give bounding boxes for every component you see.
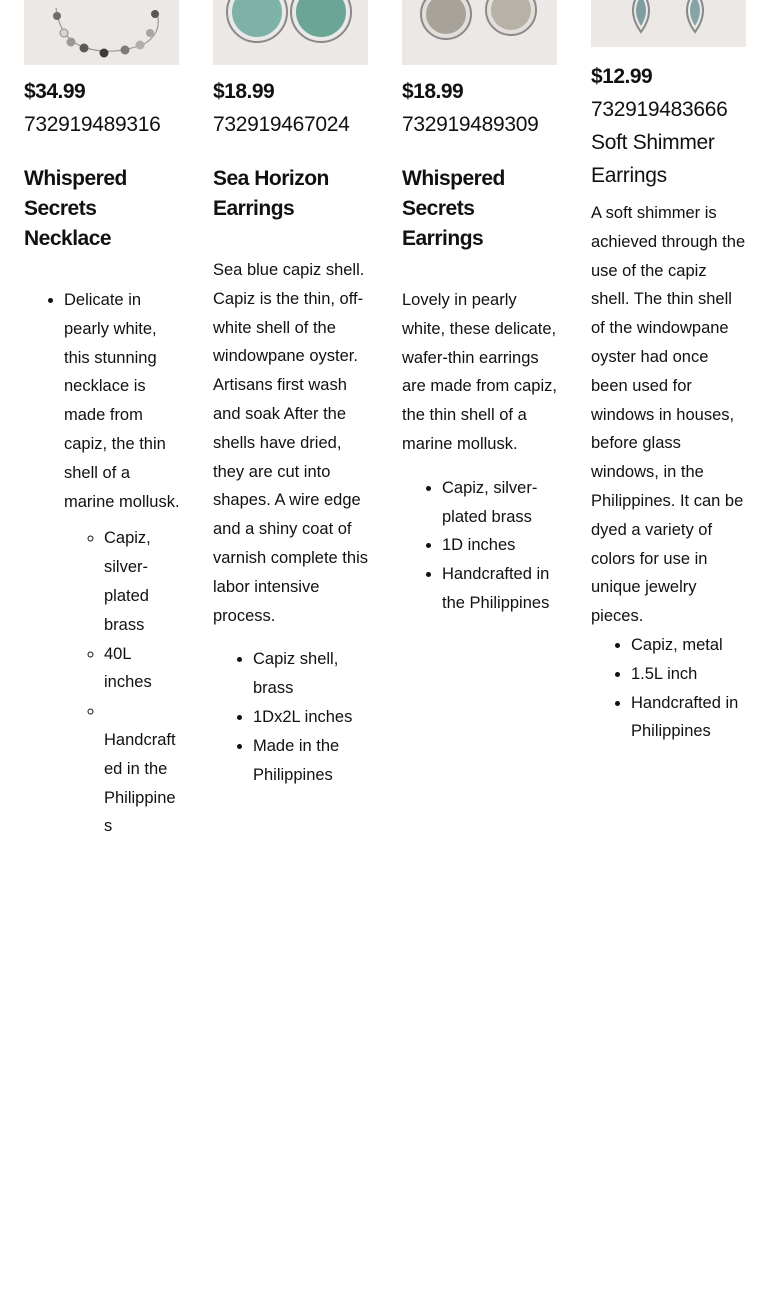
- product-card-whispered-secrets-earrings: [402, 0, 558, 618]
- product-card-soft-shimmer-earrings: [591, 0, 747, 746]
- necklace-image: [24, 0, 179, 65]
- list-item: • Made in the Philippines: [253, 732, 369, 790]
- list-item: • 1.5L inch: [631, 660, 747, 689]
- product-title[interactable]: Whispered Secrets Necklace: [24, 167, 127, 250]
- product-price: $34.99: [24, 80, 86, 103]
- product-image[interactable]: [402, 0, 557, 65]
- earrings-image: [402, 0, 557, 65]
- product-sku: 732919467024: [213, 113, 350, 136]
- earrings-image: [213, 0, 368, 65]
- list-item: ◦ Capiz, silver-plated brass: [104, 524, 180, 639]
- product-description: Lovely in pearly white, these delicate, wafer-thin earrings are made from capiz, the thin shell of a marine mollusk.: [402, 291, 557, 453]
- list-item: [64, 286, 180, 841]
- product-price: $18.99: [213, 80, 275, 103]
- list-item: • 1D inches: [442, 531, 558, 560]
- product-specs-list: [64, 524, 180, 841]
- product-title[interactable]: Soft Shimmer Earrings: [591, 131, 715, 187]
- product-specs-list: [591, 631, 747, 746]
- product-title[interactable]: Whispered Secrets Earrings: [402, 167, 505, 250]
- list-item: • Capiz, metal: [631, 631, 747, 660]
- list-item-text: Handcrafted in the Philippines: [104, 730, 176, 836]
- product-description: A soft shimmer is achieved through the use of the capiz shell. The thin shell of the windowpane oyster had once been used for windows in houses, before glass windows, in the Philippines. It can be dyed a variety of colors for use in unique jewelry pieces.: [591, 204, 746, 626]
- product-price: $12.99: [591, 65, 653, 88]
- earrings-image: [591, 0, 746, 47]
- list-item: [104, 697, 180, 841]
- product-description: Delicate in pearly white, this stunning necklace is made from capiz, the thin shell of a marine mollusk.: [64, 291, 180, 511]
- product-sku: 732919489316: [24, 113, 161, 136]
- product-card-whispered-secrets-necklace: [24, 0, 180, 841]
- product-sku: 732919483666: [591, 98, 728, 121]
- list-item: • Capiz shell, brass: [253, 645, 369, 703]
- list-item: ◦ 40L inches: [104, 640, 180, 698]
- product-specs-list: [213, 645, 369, 789]
- product-sku: 732919489309: [402, 113, 539, 136]
- product-title[interactable]: Sea Horizon Earrings: [213, 167, 329, 220]
- product-image[interactable]: [591, 0, 746, 47]
- product-card-sea-horizon-earrings: [213, 0, 369, 789]
- list-item: • Capiz, silver-plated brass: [442, 474, 558, 532]
- product-image[interactable]: [24, 0, 179, 65]
- list-item: • Handcrafted in the Philippines: [442, 560, 558, 618]
- list-item: • 1Dx2L inches: [253, 703, 369, 732]
- product-details-list: [24, 286, 180, 841]
- product-description: Sea blue capiz shell. Capiz is the thin, off-white shell of the windowpane oyster. Artisans first wash and soak After the shells have dried, they are cut into shapes. A wire edge and a shiny coat of varnish complete this labor intensive process.: [213, 261, 368, 625]
- list-item: • Handcrafted in Philippines: [631, 689, 747, 747]
- product-image[interactable]: [213, 0, 368, 65]
- product-price: $18.99: [402, 80, 464, 103]
- product-specs-list: [402, 474, 558, 618]
